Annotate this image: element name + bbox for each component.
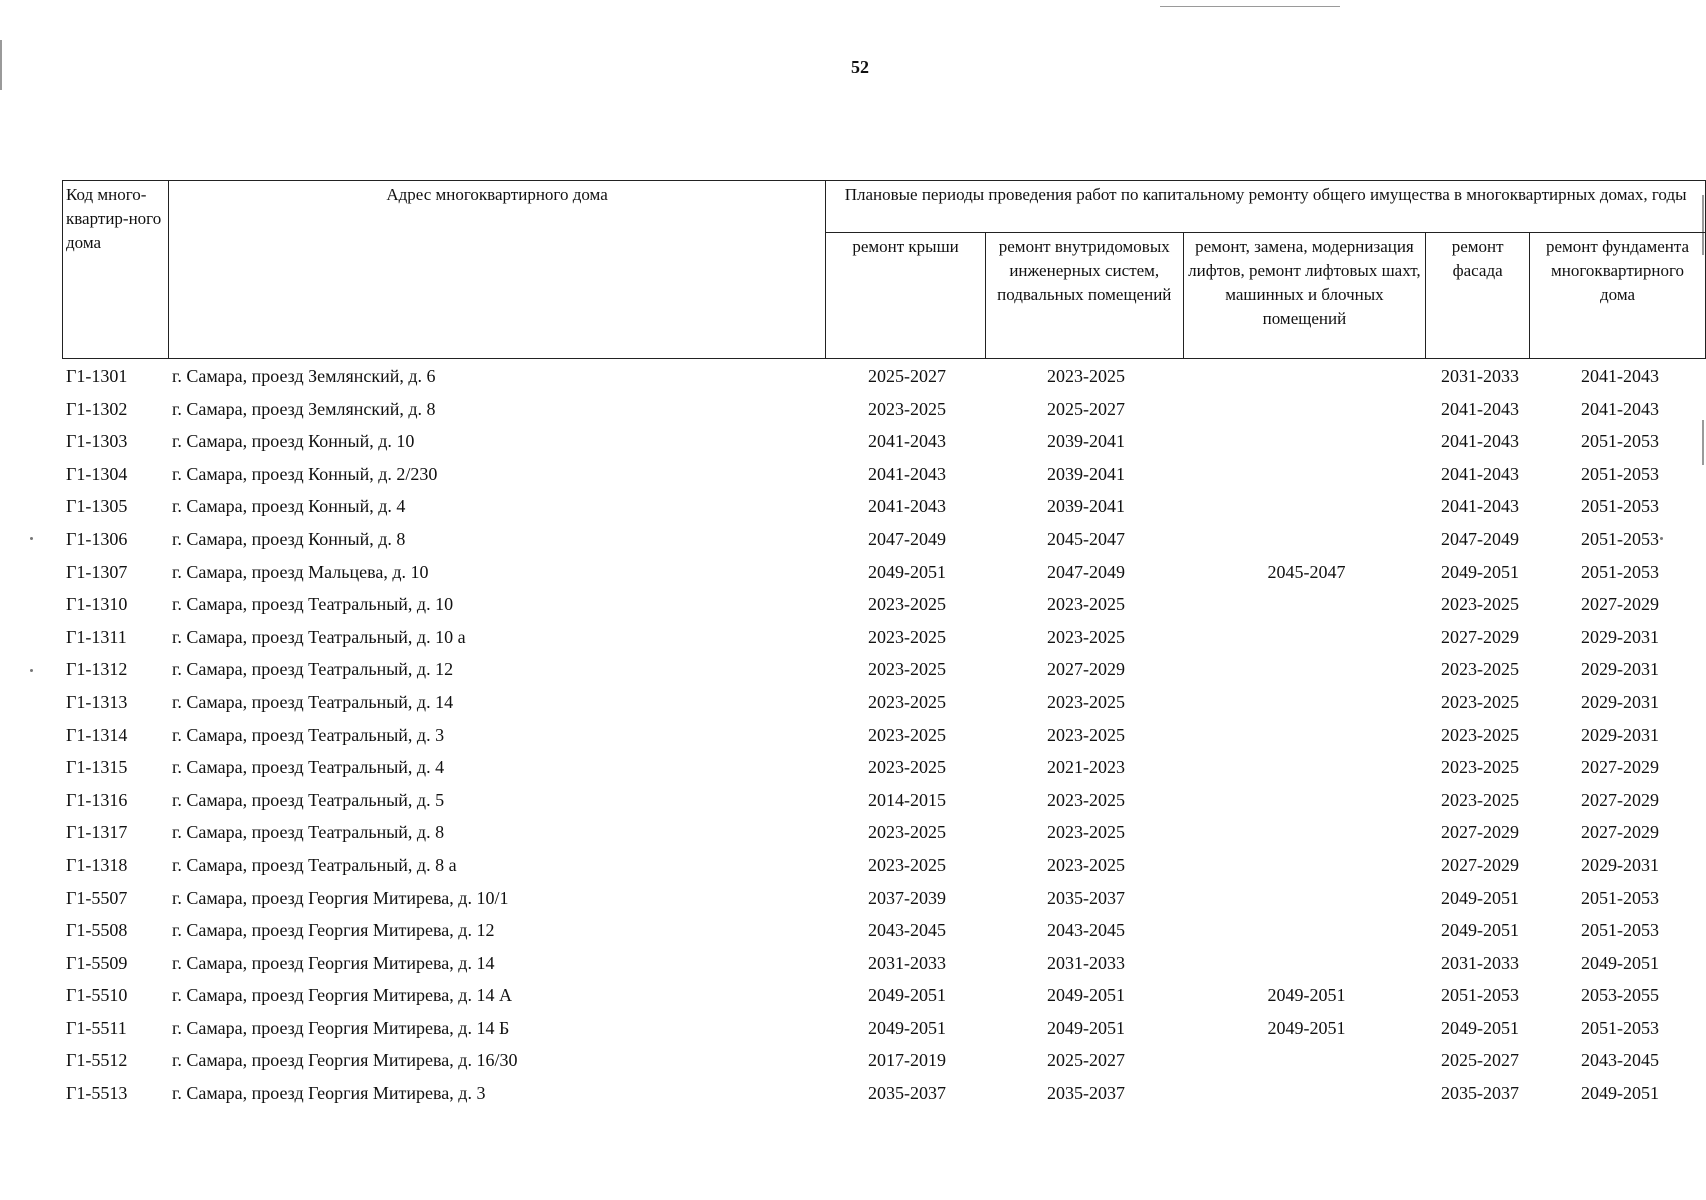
cell-facade: 2023-2025: [1441, 724, 1519, 745]
header-periods: Плановые периоды проведения работ по капитальному ремонту общего имущества в многоквартирных домах, годы: [826, 181, 1706, 233]
cell-roof: 2031-2033: [868, 952, 946, 973]
cell-roof: 2035-2037: [868, 1083, 946, 1104]
cell-roof: 2017-2019: [868, 1050, 946, 1071]
cell-foundation: 2029-2031: [1581, 691, 1659, 712]
cell-facade: 2049-2051: [1441, 920, 1519, 941]
cell-roof: 2023-2025: [868, 398, 946, 419]
cell-roof: 2025-2027: [868, 366, 946, 386]
cell-lifts: 2049-2051: [1267, 1017, 1346, 1038]
cell-foundation: 2051-2053: [1581, 528, 1659, 549]
cell-code: Г1-5508: [66, 920, 128, 941]
header-roof: ремонт крыши: [826, 233, 986, 359]
cell-engineering: 2023-2025: [1047, 724, 1125, 745]
table-row: [62, 914, 1670, 947]
table-row: [62, 947, 1670, 980]
cell-engineering: 2035-2037: [1047, 1083, 1125, 1104]
cell-foundation: 2029-2031: [1581, 854, 1659, 875]
cell-code: Г1-1310: [66, 594, 128, 615]
cell-code: Г1-5510: [66, 985, 128, 1006]
cell-facade: 2047-2049: [1441, 528, 1519, 549]
cell-engineering: 2023-2025: [1047, 366, 1125, 386]
cell-engineering: 2049-2051: [1047, 985, 1125, 1006]
cell-code: Г1-5512: [66, 1050, 128, 1071]
cell-address: г. Самара, проезд Землянский, д. 8: [172, 398, 436, 419]
cell-roof: 2041-2043: [868, 463, 946, 484]
table-row: [62, 556, 1670, 589]
scan-dot: [30, 669, 33, 672]
cell-code: Г1-5509: [66, 952, 128, 973]
cell-code: Г1-1307: [66, 561, 128, 582]
cell-engineering: 2025-2027: [1047, 1050, 1125, 1071]
cell-roof: 2023-2025: [868, 691, 946, 712]
cell-code: Г1-1305: [66, 496, 128, 517]
cell-foundation: 2049-2051: [1581, 952, 1659, 973]
cell-address: г. Самара, проезд Землянский, д. 6: [172, 366, 436, 386]
cell-address: г. Самара, проезд Театральный, д. 3: [172, 724, 445, 745]
cell-foundation: 2027-2029: [1581, 822, 1659, 843]
cell-address: г. Самара, проезд Конный, д. 4: [172, 496, 406, 517]
cell-facade: 2027-2029: [1441, 626, 1519, 647]
table-row: [62, 653, 1670, 686]
cell-engineering: 2039-2041: [1047, 463, 1125, 484]
cell-code: Г1-1302: [66, 398, 128, 419]
cell-engineering: 2023-2025: [1047, 691, 1125, 712]
cell-address: г. Самара, проезд Театральный, д. 5: [172, 789, 445, 810]
cell-address: г. Самара, проезд Театральный, д. 12: [172, 659, 454, 680]
cell-engineering: 2031-2033: [1047, 952, 1125, 973]
cell-foundation: 2041-2043: [1581, 398, 1659, 419]
table-row: [62, 360, 1670, 393]
cell-engineering: 2045-2047: [1047, 528, 1125, 549]
cell-address: г. Самара, проезд Георгия Митирева, д. 16/30: [172, 1050, 518, 1071]
cell-facade: 2023-2025: [1441, 691, 1519, 712]
cell-engineering: 2023-2025: [1047, 822, 1125, 843]
cell-roof: 2049-2051: [868, 1017, 946, 1038]
cell-foundation: 2027-2029: [1581, 757, 1659, 778]
cell-facade: 2023-2025: [1441, 659, 1519, 680]
cell-foundation: 2051-2053: [1581, 920, 1659, 941]
table-row: [62, 751, 1670, 784]
header-foundation: ремонт фундамента многоквартирного дома: [1530, 233, 1706, 359]
cell-roof: 2023-2025: [868, 659, 946, 680]
cell-foundation: 2027-2029: [1581, 594, 1659, 615]
cell-roof: 2023-2025: [868, 594, 946, 615]
cell-address: г. Самара, проезд Театральный, д. 8: [172, 822, 445, 843]
cell-roof: 2023-2025: [868, 724, 946, 745]
scan-dot: [30, 537, 33, 540]
cell-address: г. Самара, проезд Мальцева, д. 10: [172, 561, 429, 582]
cell-code: Г1-1301: [66, 366, 128, 386]
table-row: [62, 393, 1670, 426]
header-facade: ремонт фасада: [1426, 233, 1530, 359]
cell-facade: 2031-2033: [1441, 952, 1519, 973]
cell-code: Г1-1311: [66, 626, 127, 647]
cell-roof: 2023-2025: [868, 626, 946, 647]
table-row: [62, 458, 1670, 491]
table-row: [62, 784, 1670, 817]
cell-code: Г1-1315: [66, 757, 128, 778]
cell-code: Г1-5511: [66, 1017, 127, 1038]
cell-facade: 2027-2029: [1441, 822, 1519, 843]
cell-address: г. Самара, проезд Георгия Митирева, д. 12: [172, 920, 495, 941]
cell-foundation: 2051-2053: [1581, 463, 1659, 484]
table-row: [62, 979, 1670, 1012]
cell-facade: 2049-2051: [1441, 1017, 1519, 1038]
cell-code: Г1-1312: [66, 659, 128, 680]
table-row: [62, 523, 1670, 556]
cell-roof: 2023-2025: [868, 822, 946, 843]
cell-address: г. Самара, проезд Георгия Митирева, д. 14 А: [172, 985, 512, 1006]
table-row: [62, 816, 1670, 849]
cell-facade: 2041-2043: [1441, 463, 1519, 484]
cell-foundation: 2043-2045: [1581, 1050, 1659, 1071]
cell-roof: 2041-2043: [868, 431, 946, 452]
table-row: [62, 1012, 1670, 1045]
cell-code: Г1-5513: [66, 1083, 128, 1104]
cell-address: г. Самара, проезд Театральный, д. 14: [172, 691, 454, 712]
cell-facade: 2035-2037: [1441, 1083, 1519, 1104]
cell-facade: 2023-2025: [1441, 789, 1519, 810]
cell-foundation: 2027-2029: [1581, 789, 1659, 810]
cell-roof: 2049-2051: [868, 985, 946, 1006]
cell-engineering: 2035-2037: [1047, 887, 1125, 908]
cell-facade: 2051-2053: [1441, 985, 1519, 1006]
cell-code: Г1-1316: [66, 789, 128, 810]
cell-foundation: 2051-2053: [1581, 887, 1659, 908]
header-lifts: ремонт, замена, модернизация лифтов, ремонт лифтовых шахт, машинных и блочных помещений: [1183, 233, 1426, 359]
cell-code: Г1-1318: [66, 854, 128, 875]
cell-address: г. Самара, проезд Театральный, д. 10 а: [172, 626, 466, 647]
cell-address: г. Самара, проезд Конный, д. 10: [172, 431, 415, 452]
cell-engineering: 2021-2023: [1047, 757, 1125, 778]
cell-foundation: 2049-2051: [1581, 1083, 1659, 1104]
cell-engineering: 2023-2025: [1047, 854, 1125, 875]
cell-roof: 2023-2025: [868, 757, 946, 778]
table-row: [62, 490, 1670, 523]
cell-address: г. Самара, проезд Конный, д. 8: [172, 528, 406, 549]
table-row: [62, 686, 1670, 719]
cell-address: г. Самара, проезд Георгия Митирева, д. 14: [172, 952, 495, 973]
cell-facade: 2041-2043: [1441, 398, 1519, 419]
cell-foundation: 2053-2055: [1581, 985, 1659, 1006]
cell-engineering: 2039-2041: [1047, 496, 1125, 517]
cell-roof: 2049-2051: [868, 561, 946, 582]
cell-code: Г1-1313: [66, 691, 128, 712]
cell-engineering: 2039-2041: [1047, 431, 1125, 452]
cell-code: Г1-1306: [66, 528, 128, 549]
table-row: [62, 882, 1670, 915]
table-header: [62, 180, 1706, 359]
cell-code: Г1-5507: [66, 887, 128, 908]
table-row: [62, 849, 1670, 882]
cell-engineering: 2043-2045: [1047, 920, 1125, 941]
cell-foundation: 2041-2043: [1581, 366, 1659, 386]
cell-code: Г1-1314: [66, 724, 128, 745]
cell-facade: 2041-2043: [1441, 496, 1519, 517]
cell-foundation: 2029-2031: [1581, 724, 1659, 745]
cell-engineering: 2023-2025: [1047, 789, 1125, 810]
cell-facade: 2049-2051: [1441, 887, 1519, 908]
cell-engineering: 2047-2049: [1047, 561, 1125, 582]
cell-facade: 2049-2051: [1441, 561, 1519, 582]
cell-facade: 2023-2025: [1441, 757, 1519, 778]
cell-foundation: 2029-2031: [1581, 626, 1659, 647]
cell-lifts: 2049-2051: [1267, 985, 1346, 1006]
table-row: [62, 588, 1670, 621]
cell-facade: 2027-2029: [1441, 854, 1519, 875]
cell-roof: 2047-2049: [868, 528, 946, 549]
cell-roof: 2043-2045: [868, 920, 946, 941]
cell-foundation: 2051-2053: [1581, 1017, 1659, 1038]
cell-foundation: 2051-2053: [1581, 561, 1659, 582]
cell-address: г. Самара, проезд Георгия Митирева, д. 3: [172, 1083, 486, 1104]
cell-code: Г1-1304: [66, 463, 128, 484]
cell-address: г. Самара, проезд Театральный, д. 10: [172, 594, 454, 615]
cell-code: Г1-1303: [66, 431, 128, 452]
cell-roof: 2014-2015: [868, 789, 946, 810]
cell-facade: 2025-2027: [1441, 1050, 1519, 1071]
cell-foundation: 2051-2053: [1581, 496, 1659, 517]
header-code: Код много-квартир-ного дома: [63, 181, 169, 359]
cell-foundation: 2029-2031: [1581, 659, 1659, 680]
cell-engineering: 2023-2025: [1047, 626, 1125, 647]
cell-lifts: 2045-2047: [1267, 561, 1346, 582]
cell-address: г. Самара, проезд Георгия Митирева, д. 10/1: [172, 887, 509, 908]
cell-roof: 2023-2025: [868, 854, 946, 875]
table-row: [62, 719, 1670, 752]
page-number: 52: [851, 57, 869, 77]
header-address: Адрес многоквартирного дома: [168, 181, 825, 359]
cell-address: г. Самара, проезд Конный, д. 2/230: [172, 463, 438, 484]
cell-engineering: 2023-2025: [1047, 594, 1125, 615]
cell-address: г. Самара, проезд Театральный, д. 8 а: [172, 854, 457, 875]
table-row: [62, 621, 1670, 654]
cell-facade: 2023-2025: [1441, 594, 1519, 615]
table-row: [62, 1077, 1670, 1110]
table-body: [62, 360, 1670, 1110]
cell-engineering: 2027-2029: [1047, 659, 1125, 680]
cell-facade: 2041-2043: [1441, 431, 1519, 452]
cell-facade: 2031-2033: [1441, 366, 1519, 386]
cell-foundation: 2051-2053: [1581, 431, 1659, 452]
scan-top-mark: [1160, 6, 1340, 7]
table-row: [62, 1044, 1670, 1077]
cell-engineering: 2025-2027: [1047, 398, 1125, 419]
cell-roof: 2037-2039: [868, 887, 946, 908]
header-engineering: ремонт внутридомовых инженерных систем, подвальных помещений: [985, 233, 1183, 359]
table-row: [62, 425, 1670, 458]
cell-engineering: 2049-2051: [1047, 1017, 1125, 1038]
cell-address: г. Самара, проезд Георгия Митирева, д. 14 Б: [172, 1017, 510, 1038]
cell-roof: 2041-2043: [868, 496, 946, 517]
cell-code: Г1-1317: [66, 822, 128, 843]
cell-address: г. Самара, проезд Театральный, д. 4: [172, 757, 445, 778]
